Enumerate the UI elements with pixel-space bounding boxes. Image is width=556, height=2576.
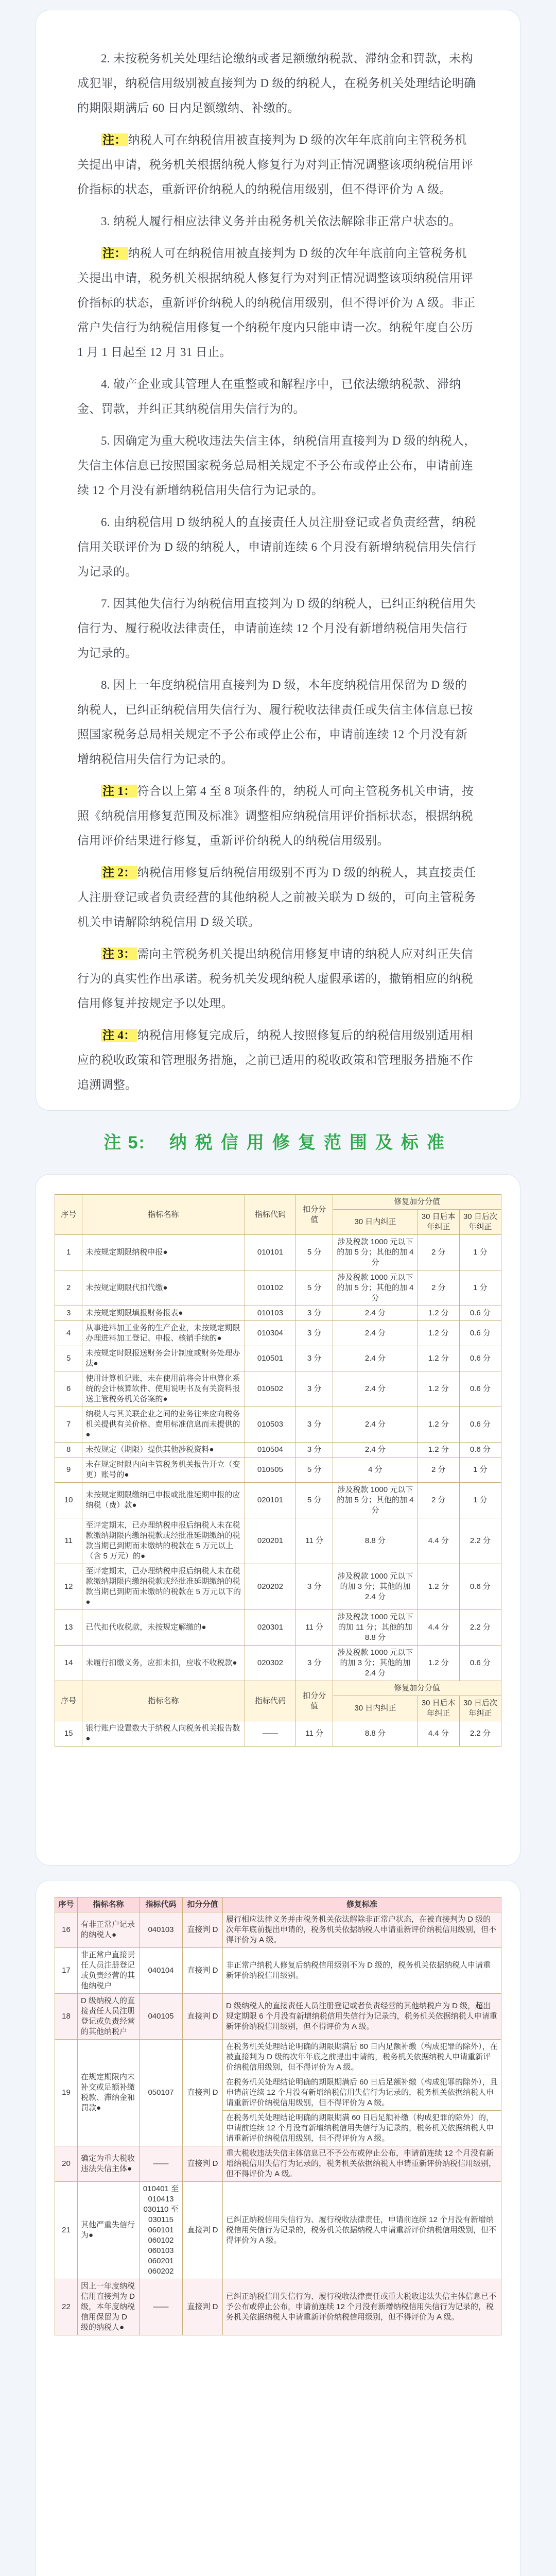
note-label: 注 2：: [101, 866, 137, 879]
paragraph: [77, 372, 479, 421]
cell-within-30: 2.4 分: [333, 1346, 418, 1371]
cell-no: 18: [55, 1994, 78, 2040]
cell-after-30: 1.2 分: [418, 1306, 459, 1321]
cell-standard: 已纠正纳税信用失信行为、履行税收法律责任或重大税收违法失信主体信息已不予公布或停止公布，申请前连续 12 个月没有新增纳税信用失信行为记录的，税务机关依据纳税人申请重新评价纳税信用级别，但不得评价为 A 级。: [223, 2279, 501, 2335]
repair-table-card-1: [36, 1175, 520, 1865]
th2-no: 序号: [55, 1897, 78, 1912]
cell-score: 直接判 D: [183, 2182, 223, 2279]
cell-after-30: 4.4 分: [418, 1610, 459, 1646]
paragraph-text: 6. 由纳税信用 D 级纳税人的直接责任人员注册登记或者负责经营，纳税信用关联评价为 D 级的纳税人，申请前连续 6 个月没有新增纳税信用失信行为记录的。: [77, 516, 477, 578]
paragraph-text: 5. 因确定为重大税收违法失信主体，纳税信用直接判为 D 级的纳税人，失信主体信息已按照国家税务总局相关规定不予公布或停止公布，申请前连续 12 个月没有新增纳税信用失信行为记录的。: [77, 434, 476, 497]
cell-after-30: 4.4 分: [418, 1721, 459, 1747]
cell-score: 3 分: [296, 1371, 333, 1407]
table-row: [55, 1518, 501, 1564]
cell-after-30: 2 分: [418, 1458, 459, 1483]
th2-score: 扣分分值: [183, 1897, 223, 1912]
cell-score: 3 分: [296, 1443, 333, 1458]
paragraph-text: 3. 纳税人履行相应法律义务并由税务机关依法解除非正常户状态的。: [101, 215, 461, 228]
note-label: 注 4：: [101, 1029, 137, 1042]
cell-standard: 在税务机关处理结论明确的期限期满后 60 日后足额补缴（构成犯罪的除外），且申请前连续 12 个月没有新增纳税信用失信行为记录的，税务机关依据纳税人申请重新评价纳税信用级别，但不得评价为 A 级。: [223, 2075, 501, 2111]
paragraph: [77, 673, 479, 772]
cell-after-30: 1.2 分: [418, 1407, 459, 1443]
cell-code: 010102: [245, 1270, 296, 1306]
paragraph: [77, 209, 479, 234]
cell-after-30: 2 分: [418, 1235, 459, 1270]
table-row: [55, 1443, 501, 1458]
cell-code: 010505: [245, 1458, 296, 1483]
paragraph: [77, 591, 479, 666]
repair-standard-table: [55, 1897, 501, 2335]
th2-code: 指标代码: [140, 1897, 183, 1912]
cell-after-30: 1.2 分: [418, 1346, 459, 1371]
table-row: [55, 1646, 501, 1681]
cell-score: 直接判 D: [183, 1948, 223, 1994]
cell-score: 3 分: [296, 1646, 333, 1681]
table-row: [55, 1321, 501, 1346]
cell-score: 直接判 D: [183, 2279, 223, 2335]
th-name: 指标名称: [82, 1681, 245, 1721]
cell-next-year: 0.6 分: [459, 1321, 501, 1346]
th-group: 修复加分分值: [333, 1195, 501, 1210]
cell-code: 010502: [245, 1371, 296, 1407]
cell-score: 5 分: [296, 1270, 333, 1306]
table-row: [55, 1610, 501, 1646]
cell-no: 2: [55, 1270, 82, 1306]
cell-standard: 非正常户纳税人修复后纳税信用级别不为 D 级的，税务机关依据纳税人申请重新评价纳税信用级别。: [223, 1948, 501, 1994]
cell-no: 3: [55, 1306, 82, 1321]
cell-standard: 重大税收违法失信主体信息已不予公布或停止公布，申请前连续 12 个月没有新增纳税信用失信行为记录的，税务机关依据纳税人申请重新评价纳税信用级别，但不得评价为 A 级。: [223, 2146, 501, 2182]
cell-next-year: 0.6 分: [459, 1407, 501, 1443]
paragraph-list: [77, 46, 479, 1097]
cell-after-30: 1.2 分: [418, 1564, 459, 1610]
cell-no: 11: [55, 1518, 82, 1564]
cell-score: 5 分: [296, 1483, 333, 1518]
cell-name: 有非正常户记录的纳税人●: [78, 1912, 140, 1948]
paragraph-text: 纳税人可在纳税信用被直接判为 D 级的次年年底前向主管税务机关提出申请，税务机关根据纳税人修复行为对判正情况调整该项纳税信用评价指标的状态，重新评价纳税人的纳税信用级别，但不得评价为 A 级。: [77, 133, 473, 196]
cell-no: 6: [55, 1371, 82, 1407]
th-after-30: 30 日后本年纠正: [418, 1696, 459, 1721]
cell-name: 未按规定期限填报财务报表●: [82, 1306, 245, 1321]
cell-no: 8: [55, 1443, 82, 1458]
cell-no: 21: [55, 2182, 78, 2279]
table-row: [55, 2040, 501, 2075]
cell-name: 从事进料加工业务的生产企业，未按规定期限办理进料加工登记、申报、核销手续的●: [82, 1321, 245, 1346]
cell-within-30: 2.4 分: [333, 1306, 418, 1321]
cell-standard: 履行相应法律义务并由税务机关依法解除非正常户状态，在被直接判为 D 级的次年年底前提出申请的，税务机关依据纳税人申请重新评价纳税信用级别，但不得评价为 A 级。: [223, 1912, 501, 1948]
cell-no: 1: [55, 1235, 82, 1270]
th-no: 序号: [55, 1681, 82, 1721]
cell-name: 非正常户直接责任人员注册登记或负责经营的其他纳税户: [78, 1948, 140, 1994]
cell-score: 直接判 D: [183, 1994, 223, 2040]
cell-code: 010504: [245, 1443, 296, 1458]
cell-code: 010503: [245, 1407, 296, 1443]
th-score: 扣分分值: [296, 1195, 333, 1235]
cell-code: 010304: [245, 1321, 296, 1346]
paragraph: [77, 46, 479, 121]
cell-score: 直接判 D: [183, 2146, 223, 2182]
th-code: 指标代码: [245, 1195, 296, 1235]
cell-within-30: 2.4 分: [333, 1443, 418, 1458]
cell-next-year: 2.2 分: [459, 1518, 501, 1564]
cell-next-year: 1 分: [459, 1235, 501, 1270]
th-next-year: 30 日后次年纠正: [459, 1696, 501, 1721]
th2-name: 指标名称: [78, 1897, 140, 1912]
cell-no: 19: [55, 2040, 78, 2146]
cell-code: 020202: [245, 1564, 296, 1610]
cell-code: 040105: [140, 1994, 183, 2040]
cell-no: 4: [55, 1321, 82, 1346]
cell-name: 至评定期末，已办理纳税申报后纳税人未在税款缴纳期限内缴纳税款或经批准延期缴纳的税款当期已到期而未缴纳的税款在 5 万元以下的●: [82, 1564, 245, 1610]
cell-name: 其他严重失信行为●: [78, 2182, 140, 2279]
section-title: [0, 1128, 556, 1154]
th-name: 指标名称: [82, 1195, 245, 1235]
cell-code: 010103: [245, 1306, 296, 1321]
paragraph-text: 7. 因其他失信行为纳税信用直接判为 D 级的纳税人，已纠正纳税信用失信行为、履行税收法律责任，申请前连续 12 个月没有新增纳税信用失信行为记录的。: [77, 597, 476, 659]
cell-next-year: 1 分: [459, 1483, 501, 1518]
repair-score-table: [55, 1194, 501, 1747]
th-score: 扣分分值: [296, 1681, 333, 1721]
table-row: [55, 1458, 501, 1483]
table-row: [55, 1346, 501, 1371]
cell-next-year: 2.2 分: [459, 1610, 501, 1646]
cell-name: 因上一年度纳税信用直接判为 D 级，本年度纳税信用保留为 D 级的纳税人●: [78, 2279, 140, 2335]
cell-standard: D 级纳税人的直接责任人员注册登记或者负责经营的其他纳税户为 D 级，超出规定期限 6 个月没有新增纳税信用失信行为记录的，税务机关依据纳税人申请重新评价纳税信用级别，但不得评价为 A 级。: [223, 1994, 501, 2040]
cell-after-30: 1.2 分: [418, 1321, 459, 1346]
cell-code: 020301: [245, 1610, 296, 1646]
th-code: 指标代码: [245, 1681, 296, 1721]
cell-no: 22: [55, 2279, 78, 2335]
cell-standard: 已纠正纳税信用失信行为、履行税收法律责任，申请前连续 12 个月没有新增纳税信用失信行为记录的，税务机关依据纳税人申请重新评价纳税信用级别，但不得评价为 A 级。: [223, 2182, 501, 2279]
table-row: [55, 1407, 501, 1443]
cell-code: 040104: [140, 1948, 183, 1994]
table-row: [55, 1994, 501, 2040]
cell-code: 020101: [245, 1483, 296, 1518]
cell-name: 未履行扣缴义务，应扣未扣，应收不收税款●: [82, 1646, 245, 1681]
paragraph-text: 2. 未按税务机关处理结论缴纳或者足额缴纳税款、滞纳金和罚款，未构成犯罪，纳税信用级别被直接判为 D 级的纳税人，在税务机关处理结论明确的期限期满后 60 日内足额缴纳、补缴的。: [77, 52, 476, 114]
cell-name: 银行账户设置数大于纳税人向税务机关报告数●: [82, 1721, 245, 1747]
cell-name: 至评定期末，已办理纳税申报后纳税人未在税款缴纳期限内缴纳税款或经批准延期缴纳的税款当期已到期而未缴纳的税款在 5 万元以上（含 5 万元）的●: [82, 1518, 245, 1564]
paragraph: [77, 942, 479, 1016]
cell-after-30: 2 分: [418, 1270, 459, 1306]
section-title-label: 注 5:: [103, 1133, 146, 1153]
cell-name: 使用计算机记账，未在使用前将会计电算化系统的会计核算软件、使用说明书及有关资料报送主管税务机关备案的●: [82, 1371, 245, 1407]
table-row: [55, 2146, 501, 2182]
paragraph-text: 纳税人可在纳税信用被直接判为 D 级的次年年底前向主管税务机关提出申请，税务机关根据纳税人修复行为对判正情况调整该项纳税信用评价指标的状态，重新评价纳税人的纳税信用级别，但不得评价为 A 级。非正常户失信行为纳税信用修复一个纳税年度内只能申请一次。纳税年度自公历 1 月 1 日起至 12 月 31 日止。: [77, 247, 476, 359]
cell-next-year: 0.6 分: [459, 1564, 501, 1610]
paragraph: [77, 860, 479, 935]
cell-code: 050107: [140, 2040, 183, 2146]
note-label: 注 3：: [101, 947, 137, 960]
cell-score: 3 分: [296, 1306, 333, 1321]
cell-next-year: 1 分: [459, 1458, 501, 1483]
cell-code: 010401 至 010413 030110 至 030115 060101 060102 060103 060201 060202: [140, 2182, 183, 2279]
cell-score: 直接判 D: [183, 1912, 223, 1948]
th-within-30: 30 日内纠正: [333, 1210, 418, 1235]
table-row: [55, 1371, 501, 1407]
cell-code: 010101: [245, 1235, 296, 1270]
cell-within-30: 涉及税款 1000 元以下的加 3 分；其他的加 2.4 分: [333, 1646, 418, 1681]
cell-score: 3 分: [296, 1564, 333, 1610]
th-next-year: 30 日后次年纠正: [459, 1210, 501, 1235]
cell-next-year: 0.6 分: [459, 1443, 501, 1458]
cell-next-year: 0.6 分: [459, 1346, 501, 1371]
cell-name: 已代扣代收税款，未按规定解缴的●: [82, 1610, 245, 1646]
cell-within-30: 涉及税款 1000 元以下的加 3 分；其他的加 2.4 分: [333, 1564, 418, 1610]
table-row: [55, 1483, 501, 1518]
table-row: [55, 1948, 501, 1994]
cell-code: ——: [140, 2279, 183, 2335]
paragraph: [77, 128, 479, 202]
cell-within-30: 8.8 分: [333, 1518, 418, 1564]
paragraph: [77, 429, 479, 503]
cell-within-30: 2.4 分: [333, 1371, 418, 1407]
cell-name: D 级纳税人的直接责任人员注册登记或负责经营的其他纳税户: [78, 1994, 140, 2040]
cell-within-30: 2.4 分: [333, 1407, 418, 1443]
cell-code: ——: [245, 1721, 296, 1747]
cell-after-30: 4.4 分: [418, 1518, 459, 1564]
cell-name: 未按规定期限纳税申报●: [82, 1235, 245, 1270]
note-label: 注 1：: [101, 785, 137, 798]
cell-score: 5 分: [296, 1235, 333, 1270]
cell-after-30: 1.2 分: [418, 1646, 459, 1681]
cell-code: ——: [140, 2146, 183, 2182]
cell-name: 未按规定时限报送财务会计制度或财务处理办法●: [82, 1346, 245, 1371]
cell-after-30: 2 分: [418, 1483, 459, 1518]
th-group: 修复加分分值: [333, 1681, 501, 1696]
paragraph-text: 8. 因上一年度纳税信用直接判为 D 级，本年度纳税信用保留为 D 级的纳税人，已纠正纳税信用失信行为、履行税收法律责任或失信主体信息已按照国家税务总局相关规定不予公布或停止公布，申请前连续 12 个月没有新增纳税信用失信行为记录的。: [77, 679, 473, 766]
cell-score: 5 分: [296, 1458, 333, 1483]
cell-within-30: 涉及税款 1000 元以下的加 11 分；其他的加 8.8 分: [333, 1610, 418, 1646]
cell-within-30: 涉及税款 1000 元以下的加 5 分；其他的加 4 分: [333, 1270, 418, 1306]
cell-within-30: 4 分: [333, 1458, 418, 1483]
table-row: [55, 1721, 501, 1747]
cell-no: 7: [55, 1407, 82, 1443]
cell-no: 5: [55, 1346, 82, 1371]
th-no: 序号: [55, 1195, 82, 1235]
table-row: [55, 2182, 501, 2279]
paragraph-text: 纳税信用修复后纳税信用级别不再为 D 级的纳税人，其直接责任人注册登记或者负责经营的其他纳税人之前被关联为 D 级的，可向主管税务机关申请解除纳税信用 D 级关联。: [77, 866, 476, 928]
cell-code: 040103: [140, 1912, 183, 1948]
cell-no: 17: [55, 1948, 78, 1994]
cell-code: 020302: [245, 1646, 296, 1681]
cell-no: 16: [55, 1912, 78, 1948]
cell-name: 未按规定（期限）提供其他涉税资料●: [82, 1443, 245, 1458]
cell-standard: 在税务机关处理结论明确的期限期满后 60 日内足额补缴（构成犯罪的除外），在被直接判为 D 级的次年年底之前提出申请的，税务机关依据纳税人申请重新评价纳税信用级别，但不得评价为 A 级。: [223, 2040, 501, 2075]
paragraph: [77, 1023, 479, 1097]
cell-no: 15: [55, 1721, 82, 1747]
cell-score: 直接判 D: [183, 2040, 223, 2146]
cell-next-year: 1 分: [459, 1270, 501, 1306]
cell-no: 12: [55, 1564, 82, 1610]
cell-name: 未在规定时限内向主管税务机关报告开立（变更）账号的●: [82, 1458, 245, 1483]
table-row: [55, 1912, 501, 1948]
cell-within-30: 8.8 分: [333, 1721, 418, 1747]
cell-next-year: 0.6 分: [459, 1371, 501, 1407]
cell-no: 9: [55, 1458, 82, 1483]
cell-after-30: 1.2 分: [418, 1443, 459, 1458]
paragraph-text: 4. 破产企业或其管理人在重整或和解程序中，已依法缴纳税款、滞纳金、罚款，并纠正其纳税信用失信行为的。: [77, 378, 461, 415]
cell-within-30: 2.4 分: [333, 1321, 418, 1346]
table-row: [55, 1564, 501, 1610]
cell-code: 010501: [245, 1346, 296, 1371]
table-row: [55, 2279, 501, 2335]
cell-no: 10: [55, 1483, 82, 1518]
cell-name: 未按规定期限缴纳已申报或批准延期申报的应纳税（费）款●: [82, 1483, 245, 1518]
repair-table-card-2: [36, 1880, 520, 2576]
th-after-30: 30 日后本年纠正: [418, 1210, 459, 1235]
cell-name: 未按规定期限代扣代缴●: [82, 1270, 245, 1306]
section-title-text: 纳税信用修复范围及标准: [169, 1133, 453, 1153]
paragraph-text: 需向主管税务机关提出纳税信用修复申请的纳税人应对纠正失信行为的真实性作出承诺。税务机关发现纳税人虚假承诺的，撤销相应的纳税信用修复并按规定予以处理。: [77, 947, 473, 1010]
cell-standard: 在税务机关处理结论明确的期限期满 60 日后足额补缴（构成犯罪的除外）的，申请前连续 12 个月没有新增纳税信用失信行为记录的，税务机关依据纳税人申请重新评价纳税信用级别，但不得评价为 A 级。: [223, 2111, 501, 2146]
cell-score: 3 分: [296, 1321, 333, 1346]
cell-score: 11 分: [296, 1518, 333, 1564]
table-row: [55, 1235, 501, 1270]
note-label: 注：: [101, 133, 128, 146]
paragraph-text: 符合以上第 4 至 8 项条件的，纳税人可向主管税务机关申请，按照《纳税信用修复范围及标准》调整相应纳税信用评价指标状态，根据纳税信用评价结果进行修复，重新评价纳税人的纳税信用级别。: [77, 785, 474, 847]
cell-next-year: 0.6 分: [459, 1646, 501, 1681]
th-within-30: 30 日内纠正: [333, 1696, 418, 1721]
paragraph: [77, 779, 479, 853]
cell-name: 纳税人与其关联企业之间的业务往来应向税务机关提供有关价格、费用标准信息而未提供的●: [82, 1407, 245, 1443]
cell-next-year: 0.6 分: [459, 1306, 501, 1321]
paragraph: [77, 241, 479, 365]
cell-no: 14: [55, 1646, 82, 1681]
table-row: [55, 1306, 501, 1321]
cell-name: 确定为重大税收违法失信主体●: [78, 2146, 140, 2182]
rules-card: [36, 10, 520, 1110]
cell-no: 13: [55, 1610, 82, 1646]
cell-within-30: 涉及税款 1000 元以下的加 5 分；其他的加 4 分: [333, 1483, 418, 1518]
cell-no: 20: [55, 2146, 78, 2182]
cell-code: 020201: [245, 1518, 296, 1564]
paragraph-text: 纳税信用修复完成后，纳税人按照修复后的纳税信用级别适用相应的税收政策和管理服务措施，之前已适用的税收政策和管理服务措施不作追溯调整。: [77, 1029, 473, 1091]
cell-after-30: 1.2 分: [418, 1371, 459, 1407]
cell-score: 3 分: [296, 1346, 333, 1371]
cell-score: 11 分: [296, 1610, 333, 1646]
cell-next-year: 2.2 分: [459, 1721, 501, 1747]
cell-score: 3 分: [296, 1407, 333, 1443]
cell-score: 11 分: [296, 1721, 333, 1747]
paragraph: [77, 510, 479, 584]
th2-standard: 修复标准: [223, 1897, 501, 1912]
note-label: 注：: [101, 247, 128, 260]
table-row: [55, 1270, 501, 1306]
cell-name: 在规定期限内未补交或足额补缴税款、滞纳金和罚款●: [78, 2040, 140, 2146]
cell-within-30: 涉及税款 1000 元以下的加 5 分；其他的加 4 分: [333, 1235, 418, 1270]
